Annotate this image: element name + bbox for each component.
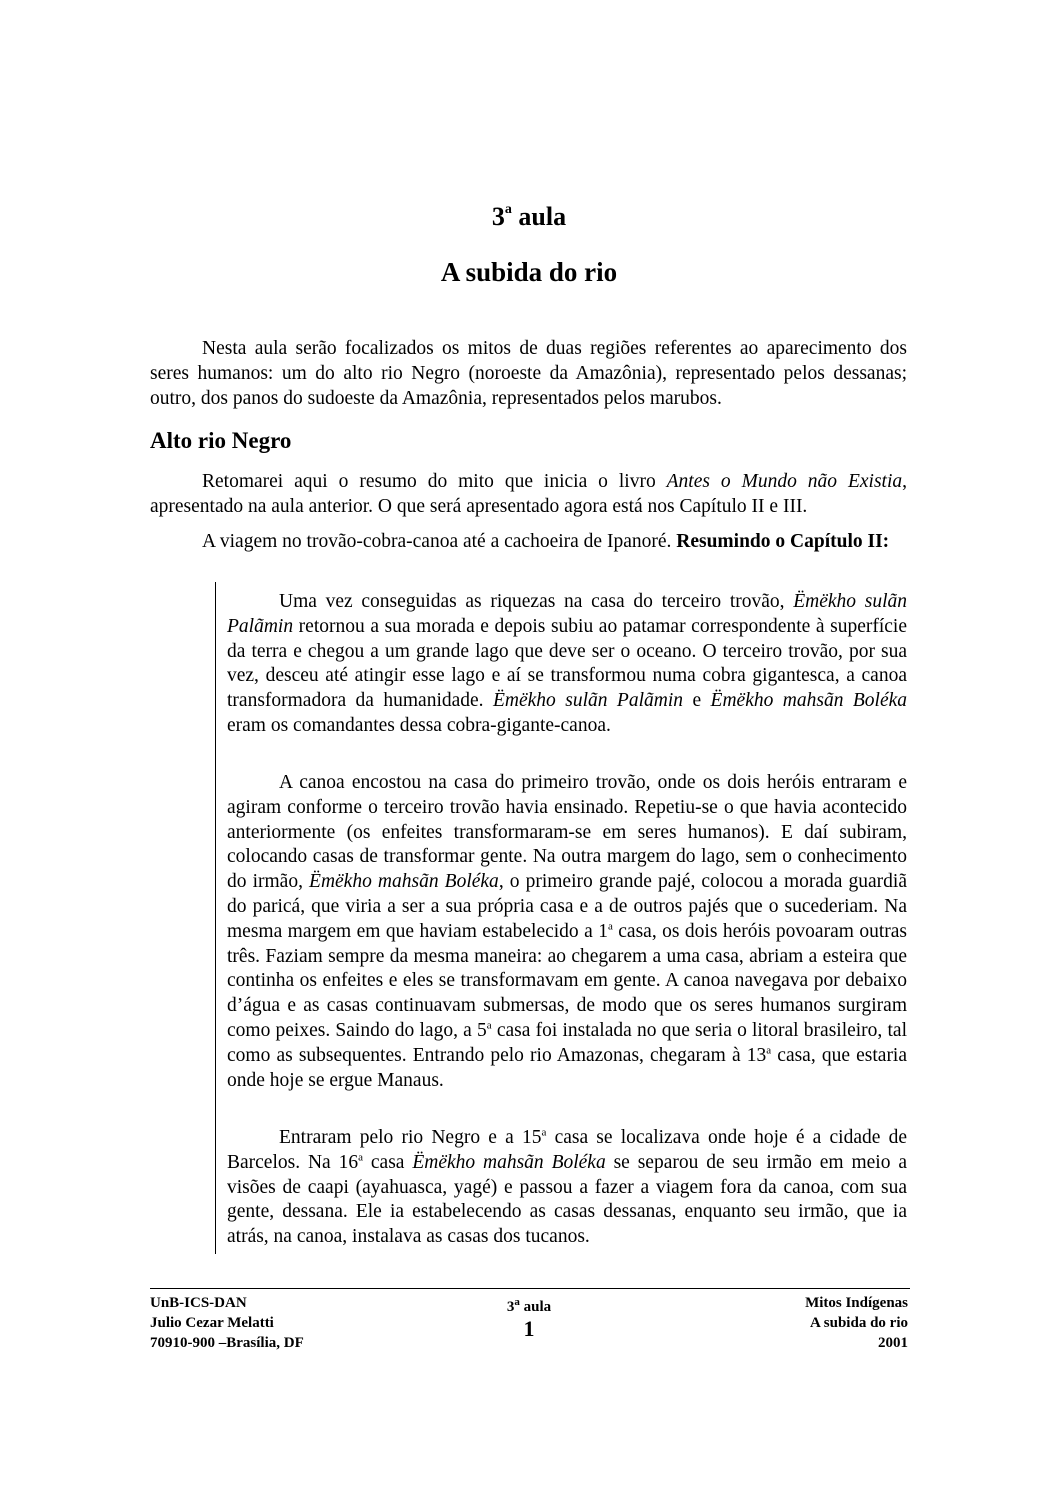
quote-paragraph-3 xyxy=(227,1126,907,1250)
text-run: , o primeiro grande pajé, colocou a morada guardiã do paricá, que viria a ser a sua própria casa e a de outros pajés que o sucederiam. Na mesma margem em que haviam estabelecido a 1 xyxy=(227,871,907,942)
footer-lecture-title: A subida do rio xyxy=(810,1315,908,1331)
text-run: casa foi instalada no que seria o litoral brasileiro, tal como as subsequentes. Entrando pelo rio Amazonas, chegaram à 13 xyxy=(227,1019,907,1066)
hero-name: Ëmëkho sulãn Palãmin xyxy=(227,591,908,637)
footer-lecture-number: 3 xyxy=(506,1299,515,1315)
lecture-superscript: a xyxy=(504,202,512,218)
text-run: , apresentado na aula anterior. O que será apresentado agora está nos Capítulo II e III. xyxy=(150,471,907,517)
footer-rule xyxy=(150,1288,910,1289)
hero-name: Ëmëkho mahsãn Boléka xyxy=(710,690,908,712)
page-number: 1 xyxy=(523,1316,535,1341)
section-title: Alto rio Negro xyxy=(150,428,292,453)
text-run: casa xyxy=(363,1151,413,1173)
footer-author: Julio Cezar Melatti xyxy=(150,1315,274,1331)
footer-institution xyxy=(150,1293,304,1353)
quote-margin-rule xyxy=(215,582,216,1254)
quote-paragraph-1 xyxy=(227,590,907,739)
footer-course-name: Mitos Indígenas xyxy=(805,1295,908,1311)
footer-department: UnB-ICS-DAN xyxy=(150,1295,247,1311)
ordinal-superscript: a xyxy=(607,920,613,933)
ordinal-superscript: a xyxy=(541,1126,547,1139)
text-run: retornou a sua morada e depois subiu ao patamar correspondente à superfície da terra e chegou a um grande lago que deve ser o oceano. O terceiro trovão, por sua vez, desceu até atingir esse lago e aí se transformou numa cobra gigantesca, a canoa transformadora da humanidade. xyxy=(227,615,907,712)
lecture-title xyxy=(0,202,1058,232)
hero-name: Ëmëkho mahsãn Boléka xyxy=(309,871,499,893)
quote-paragraph-2 xyxy=(227,771,907,1093)
lecture-number: 3 xyxy=(491,202,505,231)
hero-name: Ëmëkho sulãn Palãmin xyxy=(493,690,684,712)
lecture-word: aula xyxy=(518,202,567,231)
book-title: Antes o Mundo não Existia xyxy=(666,471,903,492)
text-run: casa, os dois heróis povoaram outras três. Faziam sempre da mesma maneira: ao chegarem a uma casa, abriam a esteira que continha os enfeites e eles se transformavam em gente. A canoa navegava por debaixo d’água e as casas continuavam submersas, de modo que os seres humanos surgiram como peixes. Saindo do lago, a 5 xyxy=(227,920,907,1041)
lecture-subtitle: A subida do rio xyxy=(440,257,618,287)
text-run: Uma vez conseguidas as riquezas na casa do terceiro trovão, xyxy=(279,591,794,612)
ordinal-superscript: a xyxy=(766,1044,772,1057)
ordinal-superscript: a xyxy=(486,1019,492,1032)
ordinal-superscript: a xyxy=(358,1151,363,1164)
text-run: A canoa encostou na casa do primeiro trovão, onde os dois heróis entraram e agiram conforme o terceiro trovão havia ensinado. Repetiu-se o que havia acontecido anteriormente (os enfeites transformaram-se em seres humanos). E daí subiram, colocando casas de transformar gente. Na outra margem do lago, sem o conhecimento do irmão, xyxy=(227,772,907,893)
footer-lecture-superscript: a xyxy=(514,1296,520,1308)
intro-paragraph: Nesta aula serão focalizados os mitos de duas regiões referentes ao aparecimento dos seres humanos: um do alto rio Negro (noroeste da Amazônia), representado pelos dessanas; outro, dos panos do sudoeste da Amazônia, representados pelos marubos. xyxy=(150,338,907,409)
footer-course xyxy=(805,1293,908,1353)
paragraph-chapter-intro xyxy=(150,530,907,555)
footer-address: 70910-900 –Brasília, DF xyxy=(150,1335,304,1351)
text-run: casa, que estaria onde hoje se ergue Manaus. xyxy=(227,1044,908,1091)
footer-lecture-label xyxy=(429,1298,629,1316)
footer-year: 2001 xyxy=(878,1335,908,1351)
text-run: casa se localizava onde hoje é a cidade de Barcelos. Na 16 xyxy=(227,1127,908,1173)
text-run: Entraram pelo rio Negro e a 15 xyxy=(279,1127,542,1148)
hero-name: Ëmëkho mahsãn Boléka xyxy=(412,1151,606,1173)
chapter-label: Resumindo o Capítulo II: xyxy=(676,531,890,552)
footer-page-info xyxy=(429,1298,629,1342)
text-run: se separou de seu irmão em meio a visões de caapi (ayahuasca, yagé) e passou a fazer a viagem fora da canoa, com sua gente, dessana. Ele ia estabelecendo as casas dessanas, enquanto seu irmão, que ia atrás, na canoa, instalava as casas dos tucanos. xyxy=(227,1151,907,1248)
text-run: eram os comandantes dessa cobra-gigante-canoa. xyxy=(227,714,611,736)
paragraph-book-reference xyxy=(150,470,907,520)
text-run: Retomarei aqui o resumo do mito que inicia o livro xyxy=(202,471,667,492)
text-run: A viagem no trovão-cobra-canoa até a cachoeira de Ipanoré. xyxy=(202,531,677,552)
footer-lecture-word: aula xyxy=(523,1299,552,1315)
text-run: e xyxy=(683,690,711,712)
